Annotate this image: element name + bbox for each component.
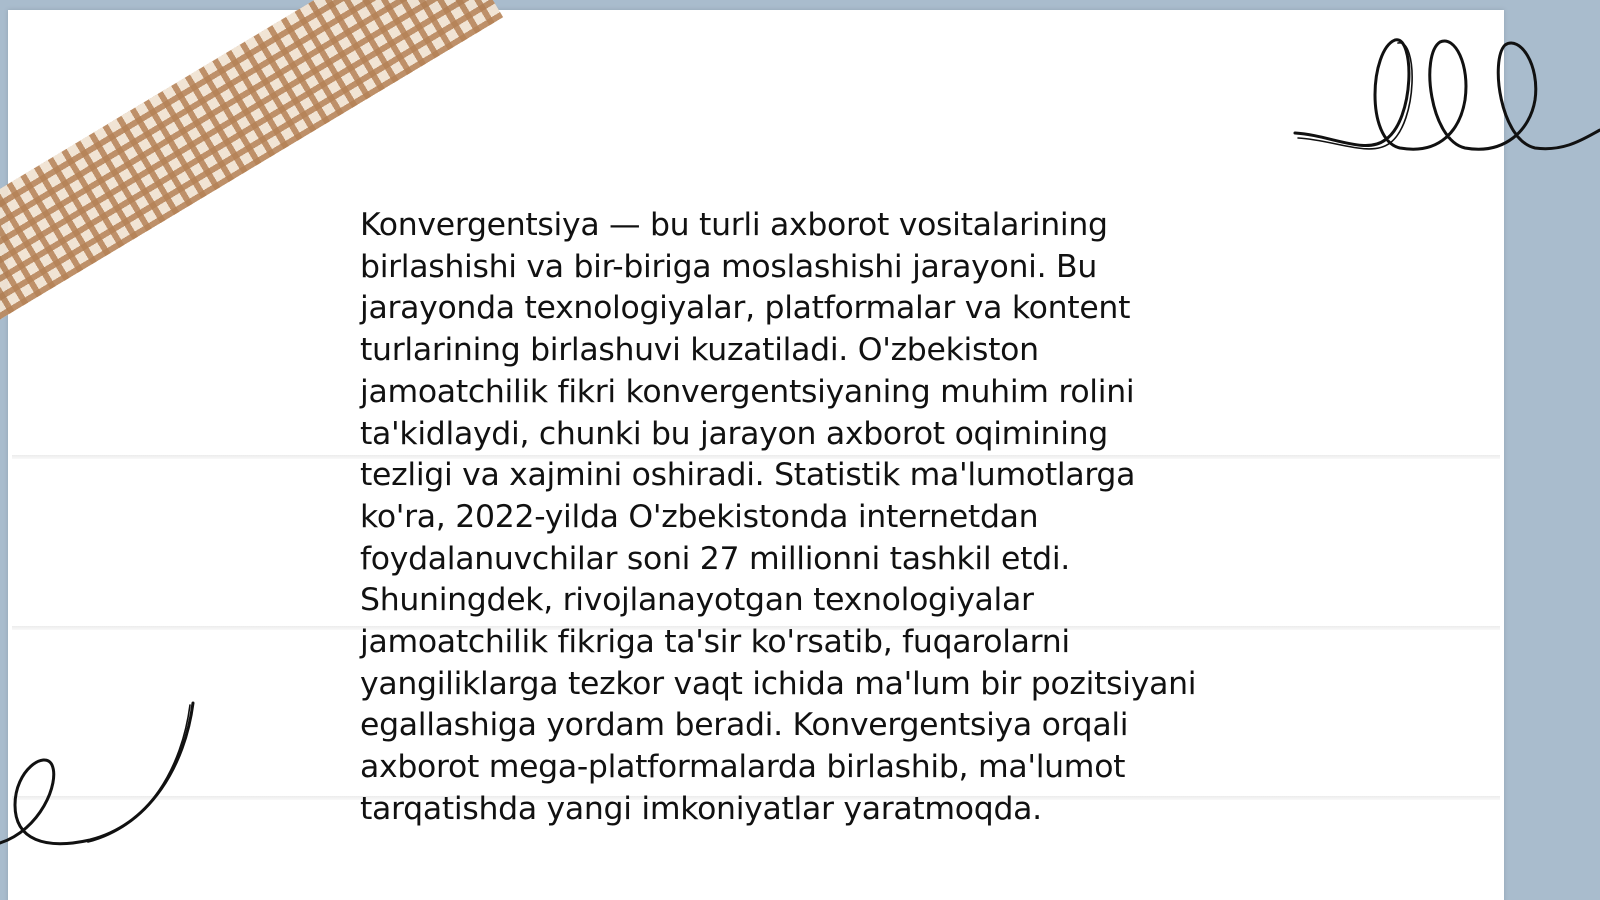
slide-body-text: Konvergentsiya — bu turli axborot vositalarining birlashishi va bir-biriga moslashishi jarayoni. Bu jarayonda texnologiyalar, platformalar va kontent turlarining birlashuvi kuzatiladi. O'zbekiston jamoatchilik fikri konvergentsiyaning muhim rolini ta'kidlaydi, chunki bu jarayon axborot oqimining tezligi va xajmini oshiradi. Statistik ma'lumotlarga ko'ra, 2022-yilda O'zbekistonda internetdan foydalanuvchilar soni 27 millionni tashkil etdi. Shuningdek, rivojlanayotgan texnologiyalar jamoatchilik fikriga ta'sir ko'rsatib, fuqarolarni yangiliklarga tezkor vaqt ichida ma'lum bir pozitsiyani egallashiga yordam beradi. Konvergentsiya orqali axborot mega-platformalarda birlashib, ma'lumot tarqatishda yangi imkoniyatlar yaratmoqda. xyxy=(360,207,1197,827)
top-right-loop-squiggle-icon xyxy=(1290,30,1600,170)
bottom-left-loop-squiggle-icon xyxy=(0,695,200,855)
